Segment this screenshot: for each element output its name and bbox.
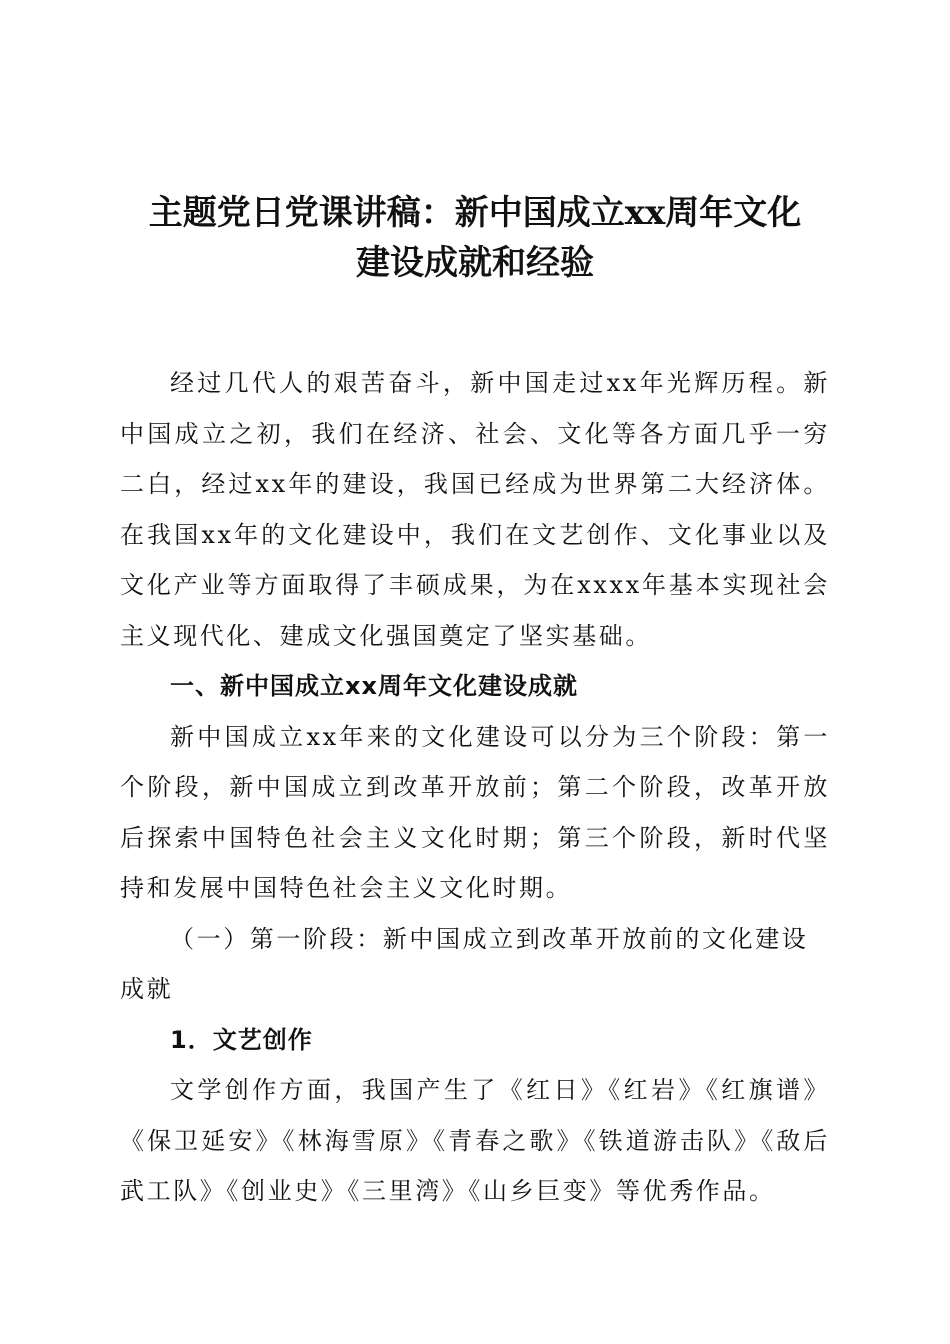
title-line-1: 主题党日党课讲稿：新中国成立xx周年文化 [148,193,802,233]
section-1-heading: 一、新中国成立xx周年文化建设成就 [170,672,578,700]
document-title [120,188,830,288]
document-body [120,358,830,1217]
intro-paragraph: 经过几代人的艰苦奋斗，新中国走过xx年光辉历程。新中国成立之初，我们在经济、社会、文化等各方面几乎一穷二白，经过xx年的建设，我国已经成为世界第二大经济体。在我国xx年的文化建设中，我们在文艺创作、文化事业以及文化产业等方面取得了丰硕成果，为在xxxx年基本实现社会主义现代化、建成文化强国奠定了坚实基础。 [120,369,830,650]
section-1-paragraph: 新中国成立xx年来的文化建设可以分为三个阶段：第一个阶段，新中国成立到改革开放前；第二个阶段，改革开放后探索中国特色社会主义文化时期；第三个阶段，新时代坚持和发展中国特色社会主义文化时期。 [120,722,830,902]
item-1-heading: 1．文艺创作 [170,1025,313,1054]
title-line-2: 建设成就和经验 [356,243,594,283]
item-1-paragraph: 文学创作方面，我国产生了《红日》《红岩》《红旗谱》《保卫延安》《林海雪原》《青春之歌》《铁道游击队》《敌后武工队》《创业史》《三里湾》《山乡巨变》等优秀作品。 [120,1076,830,1205]
document-page [120,188,830,1217]
subsection-1-heading: （一）第一阶段：新中国成立到改革开放前的文化建设成就 [120,924,809,1003]
